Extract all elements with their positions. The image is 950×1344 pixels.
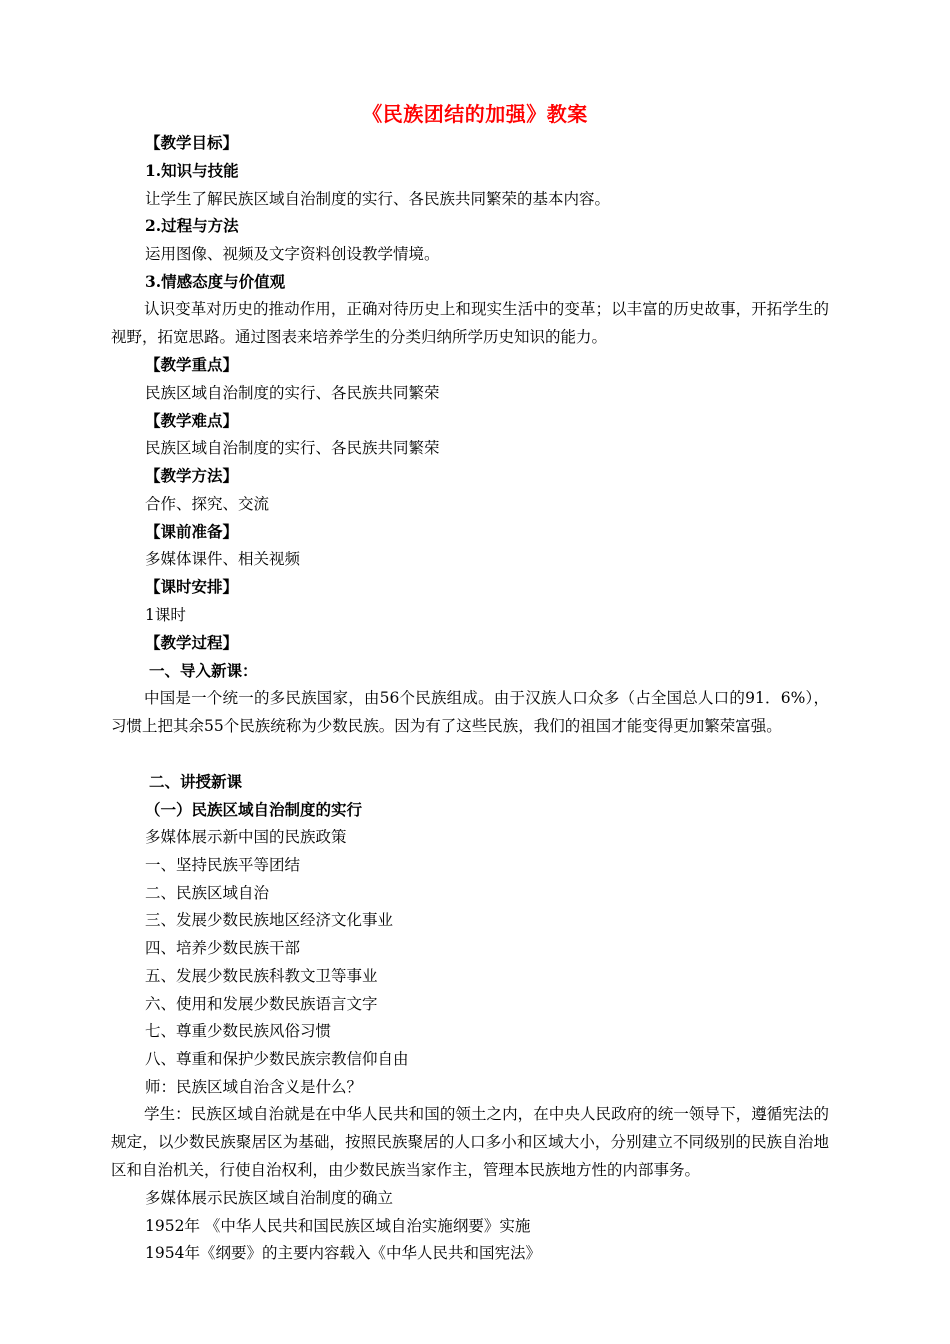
- section-heading-preparation: 【课前准备】: [145, 522, 239, 541]
- subheading-autonomy-system: （一）民族区域自治制度的实行: [145, 800, 363, 819]
- subheading-knowledge-skills: 1.知识与技能: [145, 161, 239, 180]
- subheading-values-attitude: 3.情感态度与价值观: [145, 272, 286, 291]
- text-knowledge-skills: 让学生了解民族区域自治制度的实行、各民族共同繁荣的基本内容。: [145, 190, 611, 208]
- text-1954: 1954年《纲要》的主要内容载入《中华人民共和国宪法》: [145, 1244, 541, 1262]
- list-item-policy-7: 七、尊重少数民族风俗习惯: [145, 1022, 332, 1040]
- text-process-method: 运用图像、视频及文字资料创设教学情境。: [145, 245, 440, 263]
- list-item-policy-2: 二、民族区域自治: [145, 884, 270, 902]
- text-difficulties: 民族区域自治制度的实行、各民族共同繁荣: [145, 439, 440, 457]
- section-heading-schedule: 【课时安排】: [145, 577, 239, 596]
- section-heading-methods: 【教学方法】: [145, 466, 239, 485]
- list-item-policy-6: 六、使用和发展少数民族语言文字: [145, 995, 378, 1013]
- section-heading-process: 【教学过程】: [145, 633, 239, 652]
- list-item-policy-8: 八、尊重和保护少数民族宗教信仰自由: [145, 1050, 409, 1068]
- text-schedule: 1课时: [145, 606, 186, 624]
- subheading-process-method: 2.过程与方法: [145, 216, 239, 235]
- section-heading-key-points: 【教学重点】: [145, 355, 239, 374]
- text-preparation: 多媒体课件、相关视频: [145, 550, 301, 568]
- paragraph-student-answer: 学生：民族区域自治就是在中华人民共和国的领土之内，在中央人民政府的统一领导下，遵循宪法的规定，以少数民族聚居区为基础，按照民族聚居的人口多小和区域大小，分别建立不同级别的民族自治地区和自治机关，行使自治权利，由少数民族当家作主，管理本民族地方性的内部事务。: [111, 1105, 829, 1179]
- list-item-policy-3: 三、发展少数民族地区经济文化事业: [145, 911, 394, 929]
- text-teacher-question: 师：民族区域自治含义是什么？: [145, 1078, 363, 1096]
- paragraph-values-attitude: 认识变革对历史的推动作用，正确对待历史上和现实生活中的变革；以丰富的历史故事，开拓学生的视野，拓宽思路。通过图表来培养学生的分类归纳所学历史知识的能力。: [111, 300, 829, 346]
- subheading-intro: 一、导入新课：: [149, 661, 258, 680]
- section-heading-objectives: 【教学目标】: [145, 133, 239, 152]
- text-multimedia-establishment: 多媒体展示民族区域自治制度的确立: [145, 1189, 394, 1207]
- section-heading-difficulties: 【教学难点】: [145, 411, 239, 430]
- text-1952: 1952年 《中华人民共和国民族区域自治实施纲要》实施: [145, 1217, 531, 1235]
- text-key-points: 民族区域自治制度的实行、各民族共同繁荣: [145, 384, 440, 402]
- list-item-policy-4: 四、培养少数民族干部: [145, 939, 301, 957]
- paragraph-intro: 中国是一个统一的多民族国家，由56个民族组成。由于汉族人口众多（占全国总人口的91．6%），习惯上把其余55个民族统称为少数民族。因为有了这些民族，我们的祖国才能变得更加繁荣富强。: [111, 689, 829, 735]
- page-title: 《民族团结的加强》教案: [362, 102, 588, 126]
- list-item-policy-5: 五、发展少数民族科教文卫等事业: [145, 967, 378, 985]
- text-multimedia-policy: 多媒体展示新中国的民族政策: [145, 828, 347, 846]
- text-methods: 合作、探究、交流: [145, 495, 270, 513]
- list-item-policy-1: 一、坚持民族平等团结: [145, 856, 301, 874]
- subheading-new-lesson: 二、讲授新课: [149, 772, 243, 791]
